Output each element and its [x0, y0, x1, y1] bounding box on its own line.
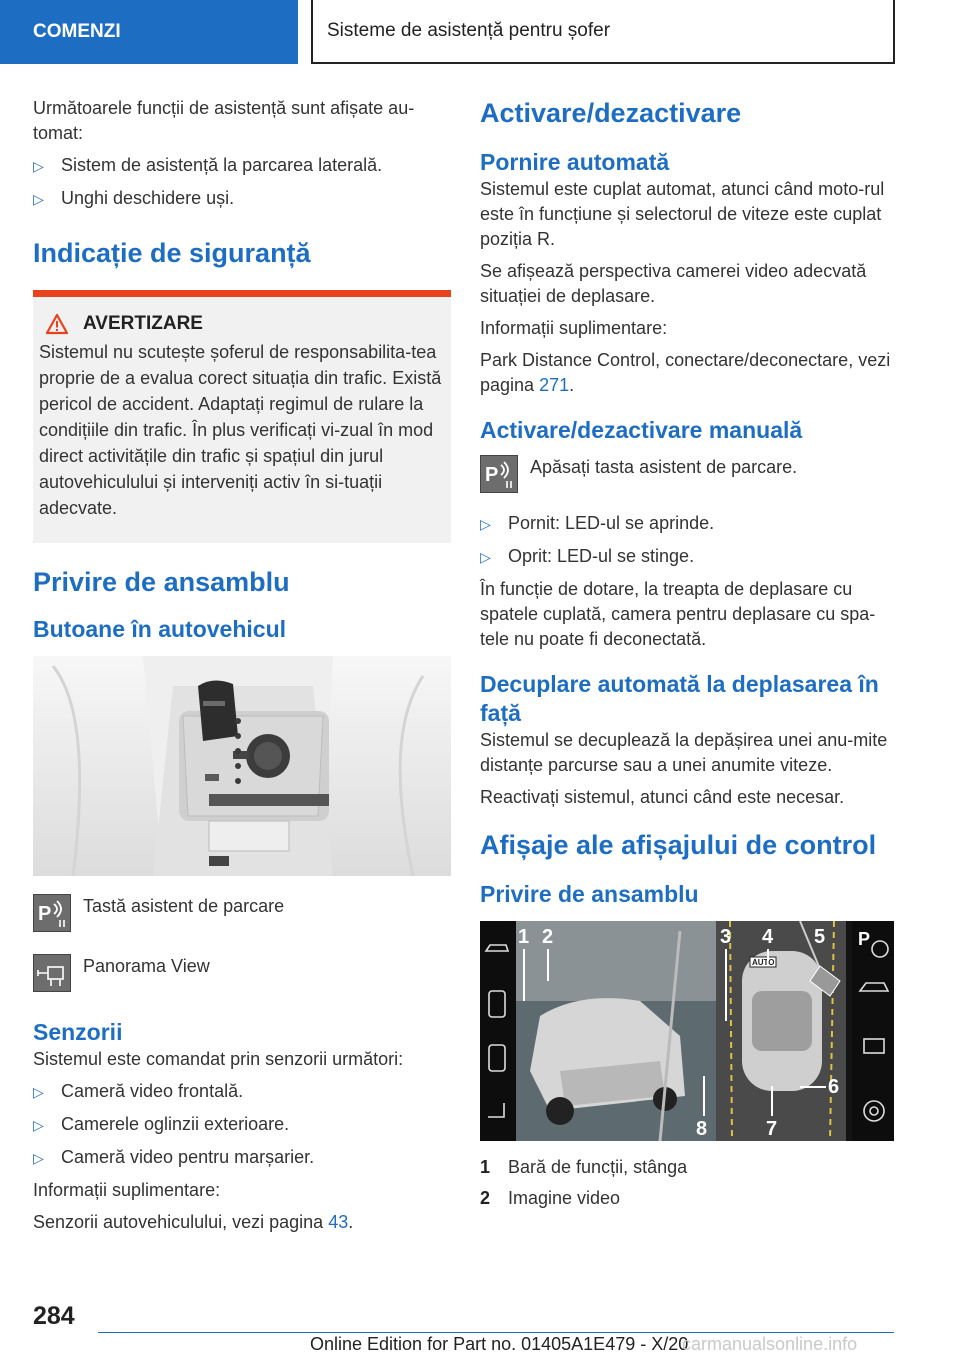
more-info-label: Informații suplimentare:: [480, 318, 668, 338]
warning-triangle-icon: [45, 313, 69, 335]
sensors-reference: Senzorii autovehiculului, vezi pagina 43.: [33, 1212, 354, 1232]
auto-start-text-1: Sistemul este cuplat automat, atunci când moto-rul este în funcțiune și selectorul de viteze este cuplat poziția R.: [480, 179, 885, 249]
list-item: ▷ Camerele oglinzii exterioare.: [33, 1112, 451, 1138]
callout-2: 2: [542, 926, 554, 948]
watermark: carmanualsonline.info: [682, 1334, 858, 1354]
callout-3: 3: [720, 926, 732, 948]
safety-heading: Indicație de siguranță: [33, 238, 311, 268]
parking-assist-button-icon: [33, 894, 71, 932]
list-item: ▷ Pornit: LED-ul se aprinde.: [480, 511, 898, 537]
left-column: [33, 96, 451, 1242]
list-item: ▷ Cameră video frontală.: [33, 1079, 451, 1105]
display-overview-heading: Privire de ansamblu: [480, 881, 699, 907]
bullet-triangle-icon: ▷: [33, 1150, 44, 1166]
parking-assist-button-icon: [480, 455, 518, 493]
warning-header: [39, 313, 445, 335]
sensors-heading: Senzorii: [33, 1019, 123, 1045]
bullet-triangle-icon: ▷: [33, 158, 44, 174]
legend-item: 2 Imagine video: [480, 1188, 621, 1208]
list-item: ▷ Sistem de asistență la parcarea laterală.: [33, 153, 451, 179]
bullet-triangle-icon: ▷: [33, 191, 44, 207]
footer-divider: [98, 1332, 894, 1333]
svg-text:P: P: [38, 903, 52, 925]
section-tab: [0, 0, 298, 64]
legend-item: 1 Bară de funcții, stânga: [480, 1157, 688, 1177]
callout-7: 7: [766, 1118, 778, 1140]
buttons-heading: Butoane în autovehicul: [33, 616, 287, 642]
auto-badge: AUTO: [752, 958, 775, 967]
section-label: COMENZI: [33, 21, 121, 42]
camera-view-diagram: [480, 921, 894, 1141]
bullet-triangle-icon: ▷: [33, 1117, 44, 1133]
manual-heading: Activare/dezactivare manuală: [480, 417, 803, 443]
callout-1: 1: [518, 926, 530, 948]
svg-text:P: P: [485, 464, 499, 486]
page-43-link[interactable]: 43: [328, 1212, 349, 1232]
callout-4: 4: [762, 926, 774, 948]
page-number: 284: [33, 1302, 75, 1330]
list-item: ▷ Cameră video pentru marșarier.: [33, 1145, 451, 1171]
warning-label: AVERTIZARE: [83, 313, 203, 334]
decouple-text-2: Reactivați sistemul, atunci când este necesar.: [480, 787, 845, 807]
auto-start-heading: Pornire automată: [480, 149, 670, 175]
chapter-title-text: Sisteme de asistență pentru șofer: [327, 20, 611, 41]
activation-heading: Activare/dezactivare: [480, 98, 742, 128]
parking-assist-label: Tastă asistent de parcare: [83, 896, 285, 916]
edition-text: Online Edition for Part no. 01405A1E479 - X/20: [310, 1334, 689, 1354]
display-heading: Afișaje ale afișajului de control: [480, 830, 877, 860]
list-item: ▷ Oprit: LED-ul se stinge.: [480, 544, 898, 570]
overview-heading: Privire de ansamblu: [33, 567, 290, 597]
parking-p-label: P: [858, 929, 871, 949]
control-display-image: [480, 921, 894, 1141]
chapter-title: [311, 0, 895, 64]
manual-text: Apăsați tasta asistent de parcare.: [530, 457, 798, 477]
panorama-view-label: Panorama View: [83, 956, 210, 976]
sensors-text: Sistemul este comandat prin senzorii următori:: [33, 1049, 404, 1069]
auto-start-text-2: Se afișează perspectiva camerei video adecvată situației de deplasare.: [480, 261, 867, 306]
manual-note: În funcție de dotare, la treapta de deplasare cu spatele cuplată, camera pentru deplasare cu spa-tele nu poate fi deconectată.: [480, 579, 876, 649]
decouple-text-1: Sistemul se decuplează la depășirea unei anu-mite distanțe parcurse sau a unei anumite viteze.: [480, 730, 888, 775]
right-column: [480, 96, 898, 1211]
manual-parking-assist-row: [480, 455, 898, 493]
center-console-image: [33, 656, 451, 876]
center-console-photo: [33, 656, 451, 876]
callout-8: 8: [696, 1118, 708, 1140]
bullet-triangle-icon: ▷: [480, 549, 491, 565]
panorama-view-button-icon: [33, 954, 71, 992]
warning-text: Sistemul nu scutește șoferul de responsabilita-tea proprie de a evalua corect situația din trafic. Există pericol de accident. Adaptați regimul de rulare la condițiile din trafic. În plus verificați vi-zual în mod direct activitățile din trafic și spațiul din jurul autovehiculului și interveniți activ în si-tuații adecvate.: [39, 342, 442, 518]
pdc-reference: Park Distance Control, conectare/deconectare, vezi pagina 271.: [480, 350, 891, 395]
decouple-heading: Decuplare automată la deplasarea în față: [480, 671, 879, 726]
warning-box: [33, 290, 451, 543]
list-item: ▷ Unghi deschidere uși.: [33, 186, 451, 212]
bullet-triangle-icon: ▷: [33, 1084, 44, 1100]
bullet-triangle-icon: ▷: [480, 516, 491, 532]
panorama-view-button-row: [33, 954, 451, 992]
more-info-label: Informații suplimentare:: [33, 1180, 221, 1200]
callout-6: 6: [828, 1076, 840, 1098]
parking-assist-button-row: [33, 894, 451, 932]
intro-text: Următoarele funcții de asistență sunt afișate au-tomat:: [33, 98, 415, 143]
page-271-link[interactable]: 271: [539, 375, 570, 395]
callout-5: 5: [814, 926, 826, 948]
